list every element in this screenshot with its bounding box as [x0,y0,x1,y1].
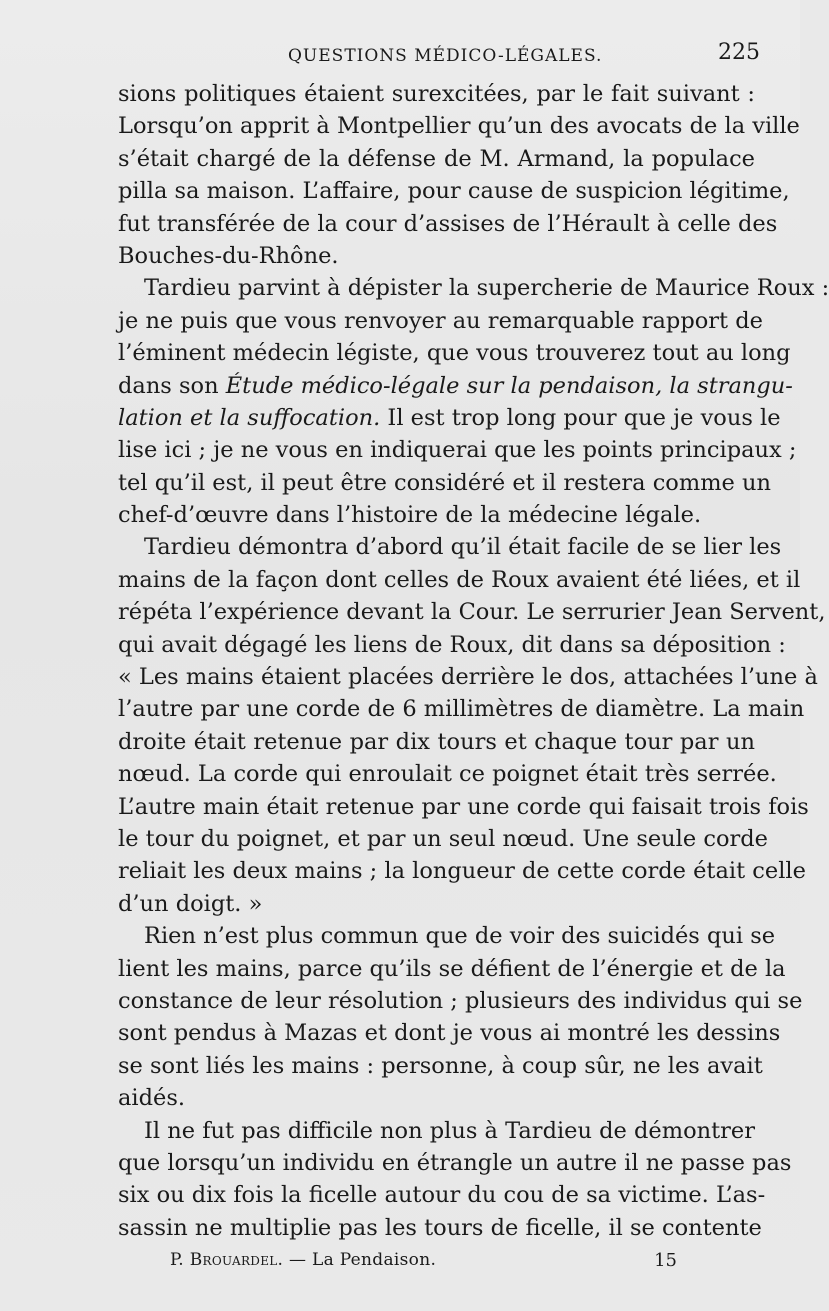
text-line: qui avait dégagé les liens de Roux, dit dans sa déposition : [118,631,786,658]
quote-line: reliait les deux mains ; la longueur de cette corde était celle [118,858,806,885]
text-line: lient les mains, parce qu’ils se défient de l’énergie et de la [118,955,786,982]
text-span: Il est trop long pour que je vous le [380,404,781,431]
text-line-mixed [118,402,781,434]
quote-line: nœud. La corde qui enroulait ce poignet était très serrée. [118,761,777,788]
page-header [118,40,770,76]
footer-author: P. Brouardel. [170,1250,284,1270]
text-line: sions politiques étaient surexcitées, par le fait suivant : [118,81,755,107]
text-line: se sont liés les mains : personne, à coup sûr, ne les avait [118,1052,763,1079]
text-line: chef-d’œuvre dans l’histoire de la médecine légale. [118,502,702,529]
text-line: s’était chargé de la défense de M. Armand, la populace [118,145,755,172]
signature-mark: 15 [654,1250,677,1271]
page-number: 225 [718,40,760,65]
footer-title: La Pendaison. [311,1250,437,1270]
paragraph-start-line: Rien n’est plus commun que de voir des suicidés qui se [144,923,776,950]
text-line: Bouches-du-Rhône. [118,242,339,269]
text-line: pilla sa maison. L’affaire, pour cause de suspicion légitime, [118,178,790,205]
text-span: dans son [118,372,226,399]
book-title-italic: lation et la suffocation. [118,404,381,431]
text-line: fut transférée de la cour d’assises de l’Hérault à celle des [118,210,778,237]
running-head: QUESTIONS MÉDICO-LÉGALES. [288,46,603,66]
text-line: mains de la façon dont celles de Roux avaient été liées, et il [118,566,801,593]
text-line: l’éminent médecin légiste, que vous trouverez tout au long [118,340,791,367]
text-line: que lorsqu’un individu en étrangle un autre il ne passe pas [118,1149,792,1176]
quote-line: d’un doigt. » [118,890,263,917]
footer-separator: — [283,1250,312,1270]
book-title-italic: Étude médico-légale sur la pendaison, la strangu- [225,372,793,399]
footer-citation [170,1250,436,1270]
quote-line: le tour du poignet, et par un seul nœud. Une seule corde [118,825,768,852]
text-line: sont pendus à Mazas et dont je vous ai montré les dessins [118,1020,781,1047]
paragraph-start-line: Il ne fut pas difficile non plus à Tardieu de démontrer [144,1117,755,1144]
text-line: constance de leur résolution ; plusieurs des individus qui se [118,987,803,1014]
text-line: tel qu’il est, il peut être considéré et il restera comme un [118,469,771,496]
text-line: répéta l’expérience devant la Cour. Le serrurier Jean Servent, [118,599,826,626]
text-line: lise ici ; je ne vous en indiquerai que les points principaux ; [118,437,797,464]
paragraph-start-line: Tardieu démontra d’abord qu’il était facile de se lier les [144,534,782,561]
page-footer [118,1250,755,1280]
text-line: je ne puis que vous renvoyer au remarquable rapport de [118,307,763,334]
quote-line: « Les mains étaient placées derrière le dos, attachées l’une à [118,664,818,691]
quote-line: L’autre main était retenue par une corde qui faisait trois fois [118,793,809,820]
text-line-mixed [118,370,793,402]
quote-line: l’autre par une corde de 6 millimètres de diamètre. La main [118,696,805,723]
text-line: sassin ne multiplie pas les tours de ficelle, il se contente [118,1214,762,1241]
text-line: six ou dix fois la ficelle autour du cou de sa victime. L’as- [118,1182,766,1209]
text-line: Lorsqu’on apprit à Montpellier qu’un des avocats de la ville [118,113,800,140]
quote-line: droite était retenue par dix tours et chaque tour par un [118,728,755,755]
body-text [118,78,829,1244]
text-line: aidés. [118,1085,186,1112]
paragraph-start-line: Tardieu parvint à dépister la supercherie de Maurice Roux : [144,275,829,302]
